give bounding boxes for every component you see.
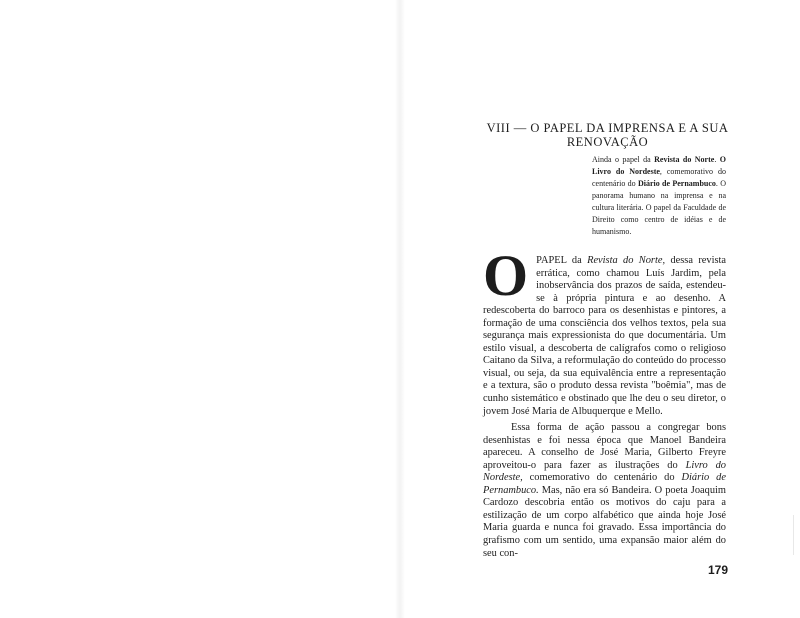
paragraph-text: comemorativo do centenário do xyxy=(522,472,682,484)
epigraph-title-livro: O Livro do Nordeste xyxy=(592,155,726,176)
book-gutter xyxy=(395,0,405,618)
italic-title-revista: Revista do Norte, xyxy=(587,255,666,266)
page-number: 179 xyxy=(707,563,728,577)
paragraph-2 xyxy=(483,422,726,560)
epigraph-title-revista: Revista do Norte xyxy=(654,155,715,164)
paragraph-1 xyxy=(483,243,727,418)
paragraph-text: Mas, não era só Bandeira. O poeta Joaquim Cardozo descobria então os motivos do caju para a estilização de um corpo alfabético que ainda hoje José Maria guarda e nunca foi gravado. Essa importância do grafismo com um sentido, uma expansão maior além do seu con- xyxy=(483,484,726,559)
epigraph-text: . xyxy=(714,155,720,164)
scan-edge-mark xyxy=(793,515,794,555)
epigraph-text: , comemorativo do centenário do xyxy=(592,167,726,188)
paragraph-text: dessa revista errática, como chamou Luís Jardim, pela inobservância dos prazos de saída, estendeu-se à própria pintura e ao desenho. A redescoberta do barroco para os desenhistas e pintores, a formação de uma consciência dos velhos textos, pela sua segurança mais expressionista do que documentária. Um estilo visual, a descoberta de calígrafos como o religioso Caitano da Silva, a reformulação do conteúdo do processo visual, ou seja, da sua equivalência entre a representação e a textura, são o produto dessa revista "boêmia", mas de cunho sistemático e obstinado que lhe deu o seu diretor, o jovem José Maria de Albuquerque e Mello. xyxy=(483,255,727,417)
chapter-epigraph xyxy=(592,154,726,238)
epigraph-text: Ainda o papel da xyxy=(592,155,655,164)
epigraph-title-diario: Diário de Pernambuco xyxy=(637,179,716,188)
chapter-title-line-2: RENOVAÇÃO xyxy=(566,135,649,149)
chapter-title-line-1: VIII — O PAPEL DA IMPRENSA E A SUA xyxy=(486,121,729,135)
paragraph-text: Essa forma de ação passou a congregar bons desenhistas e foi nessa época que Manoel Bandeira apareceu. A conselho de José Maria, Gilberto Freyre aproveitou-o para fazer as ilustrações do xyxy=(483,422,726,471)
drop-cap: O xyxy=(483,243,529,308)
epigraph-text: . O panorama humano na imprensa e na cultura literária. O papel da Faculdade de Direito como centro de idéias e de humanismo. xyxy=(592,179,727,236)
paragraph-text: PAPEL da xyxy=(536,255,588,266)
chapter-title xyxy=(465,121,750,149)
italic-title-livro: Livro do Nordeste, xyxy=(483,459,726,484)
body-text xyxy=(483,243,727,560)
italic-title-diario: Diário de Pernambuco. xyxy=(483,472,726,496)
